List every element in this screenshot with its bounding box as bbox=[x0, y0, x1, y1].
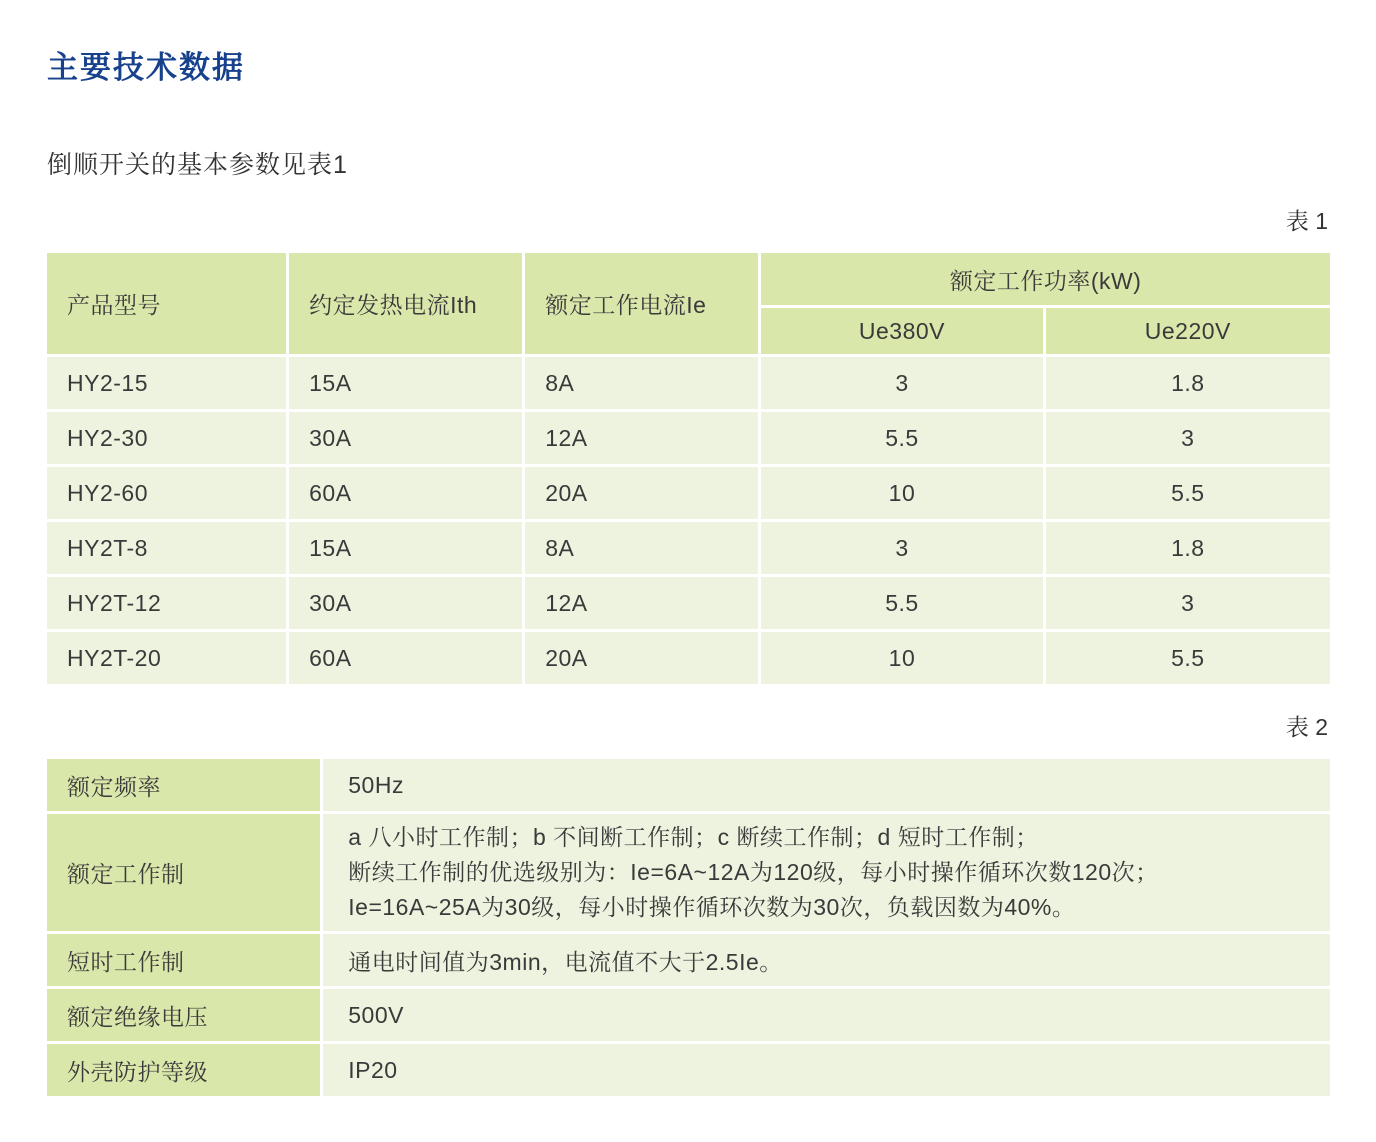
cell-model: HY2-30 bbox=[47, 412, 286, 464]
cell-model: HY2-15 bbox=[47, 357, 286, 409]
table-row bbox=[47, 412, 1330, 464]
cell-ith: 15A bbox=[289, 522, 522, 574]
cell-ith: 30A bbox=[289, 412, 522, 464]
cell-label: 外壳防护等级 bbox=[47, 1044, 320, 1096]
table1-header-ue380: Ue380V bbox=[761, 308, 1042, 354]
cell-model: HY2T-8 bbox=[47, 522, 286, 574]
cell-ie: 20A bbox=[525, 467, 758, 519]
duty-line-3: Ie=16A~25A为30级，每小时操作循环次数为30次，负载因数为40%。 bbox=[348, 894, 1076, 920]
duty-line-2: 断续工作制的优选级别为：Ie=6A~12A为120级，每小时操作循环次数120次； bbox=[348, 859, 1159, 885]
cell-p380: 3 bbox=[761, 357, 1042, 409]
cell-p220: 1.8 bbox=[1046, 522, 1330, 574]
cell-label: 额定工作制 bbox=[47, 814, 320, 931]
cell-value bbox=[323, 814, 1330, 931]
cell-p380: 5.5 bbox=[761, 412, 1042, 464]
table-row bbox=[47, 989, 1330, 1041]
table1-specs bbox=[44, 250, 1333, 687]
cell-ith: 15A bbox=[289, 357, 522, 409]
table-row bbox=[47, 467, 1330, 519]
table1-caption: 表 1 bbox=[1285, 208, 1328, 234]
table-row bbox=[47, 522, 1330, 574]
table1-header-rated-current: 额定工作电流Ie bbox=[525, 253, 758, 354]
cell-model: HY2T-12 bbox=[47, 577, 286, 629]
cell-p380: 10 bbox=[761, 467, 1042, 519]
cell-label: 额定绝缘电压 bbox=[47, 989, 320, 1041]
page-title: 主要技术数据 bbox=[47, 50, 245, 85]
cell-ith: 60A bbox=[289, 467, 522, 519]
table-row bbox=[47, 357, 1330, 409]
cell-p220: 3 bbox=[1046, 577, 1330, 629]
cell-model: HY2-60 bbox=[47, 467, 286, 519]
table1-header-rated-power: 额定工作功率(kW) bbox=[761, 253, 1330, 305]
cell-model: HY2T-20 bbox=[47, 632, 286, 684]
table1-header-ue220: Ue220V bbox=[1046, 308, 1330, 354]
table-row bbox=[47, 577, 1330, 629]
cell-p220: 5.5 bbox=[1046, 467, 1330, 519]
cell-p220: 5.5 bbox=[1046, 632, 1330, 684]
cell-ith: 30A bbox=[289, 577, 522, 629]
table-row bbox=[47, 1044, 1330, 1096]
cell-ie: 12A bbox=[525, 412, 758, 464]
cell-value: 500V bbox=[323, 989, 1330, 1041]
cell-p220: 1.8 bbox=[1046, 357, 1330, 409]
cell-p380: 10 bbox=[761, 632, 1042, 684]
cell-p380: 3 bbox=[761, 522, 1042, 574]
cell-ith: 60A bbox=[289, 632, 522, 684]
table2-specs bbox=[44, 756, 1333, 1099]
cell-value: IP20 bbox=[323, 1044, 1330, 1096]
cell-value: 50Hz bbox=[323, 759, 1330, 811]
cell-ie: 20A bbox=[525, 632, 758, 684]
table1-header-row-1 bbox=[47, 253, 1330, 305]
intro-text: 倒顺开关的基本参数见表1 bbox=[47, 151, 348, 179]
cell-ie: 12A bbox=[525, 577, 758, 629]
cell-label: 短时工作制 bbox=[47, 934, 320, 986]
table-row bbox=[47, 814, 1330, 931]
content-area bbox=[47, 0, 1330, 1099]
cell-ie: 8A bbox=[525, 357, 758, 409]
table1-header-product-model: 产品型号 bbox=[47, 253, 286, 354]
duty-line-1: a 八小时工作制；b 不间断工作制；c 断续工作制；d 短时工作制； bbox=[348, 824, 1039, 850]
table-row bbox=[47, 632, 1330, 684]
cell-p220: 3 bbox=[1046, 412, 1330, 464]
cell-ie: 8A bbox=[525, 522, 758, 574]
cell-value: 通电时间值为3min，电流值不大于2.5Ie。 bbox=[323, 934, 1330, 986]
cell-p380: 5.5 bbox=[761, 577, 1042, 629]
table-row bbox=[47, 759, 1330, 811]
table-row bbox=[47, 934, 1330, 986]
table2-caption: 表 2 bbox=[1285, 714, 1328, 740]
cell-label: 额定频率 bbox=[47, 759, 320, 811]
table1-header-thermal-current: 约定发热电流Ith bbox=[289, 253, 522, 354]
